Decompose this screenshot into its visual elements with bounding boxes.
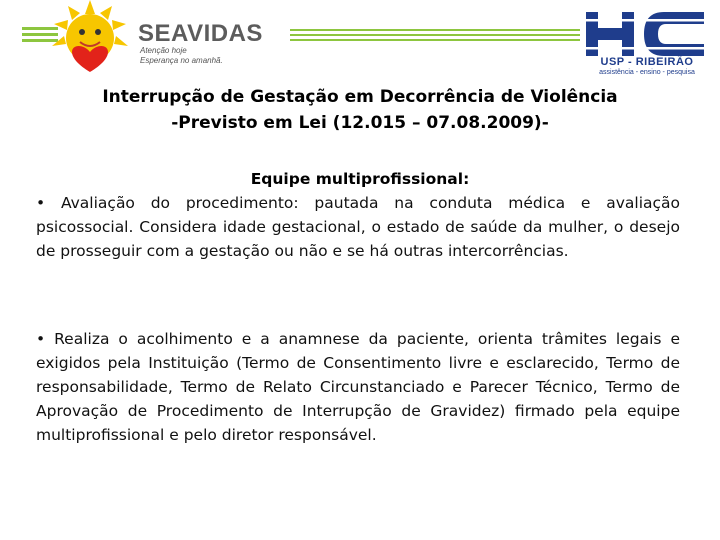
usp-ribeirao-text: USP - RIBEIRÃO bbox=[600, 56, 694, 68]
section-subheading: Equipe multiprofissional: bbox=[250, 170, 470, 188]
green-stripes-right bbox=[290, 29, 580, 44]
slide-title bbox=[40, 84, 680, 136]
title-line-1: Interrupção de Gestação em Decorrência de Violência bbox=[102, 87, 618, 107]
seavidas-logo-text: SEAVIDAS bbox=[138, 20, 263, 47]
bullet-paragraph-2: • Realiza o acolhimento e a anamnese da paciente, orienta trâmites legais e exigidos pela Instituição (Termo de Consentimento livre e esclarecido, Termo de responsabilidade, Termo de Relato Circunstanciado e Parecer Técnico, Termo de Aprovação de Procedimento de Interrupção de Gravidez) firmado pela equipe multiprofissional e pelo diretor responsável. bbox=[36, 330, 680, 444]
bullet-paragraph-1: • Avaliação do procedimento: pautada na conduta médica e avaliação psicossocial. Considera idade gestacional, o estado de saúde da mulher, o desejo de prosseguir com a gestação ou não e se há outras intercorrências. bbox=[36, 194, 680, 260]
seavidas-tagline-2: Esperança no amanhã. bbox=[140, 56, 223, 65]
title-line-2: -Previsto em Lei (12.015 – 07.08.2009)- bbox=[171, 113, 549, 133]
usp-subtitle: assistência - ensino - pesquisa bbox=[599, 69, 695, 76]
seavidas-tagline-1: Atenção hoje bbox=[140, 46, 187, 55]
slide-header bbox=[0, 0, 720, 80]
seavidas-sun-logo bbox=[50, 0, 130, 76]
